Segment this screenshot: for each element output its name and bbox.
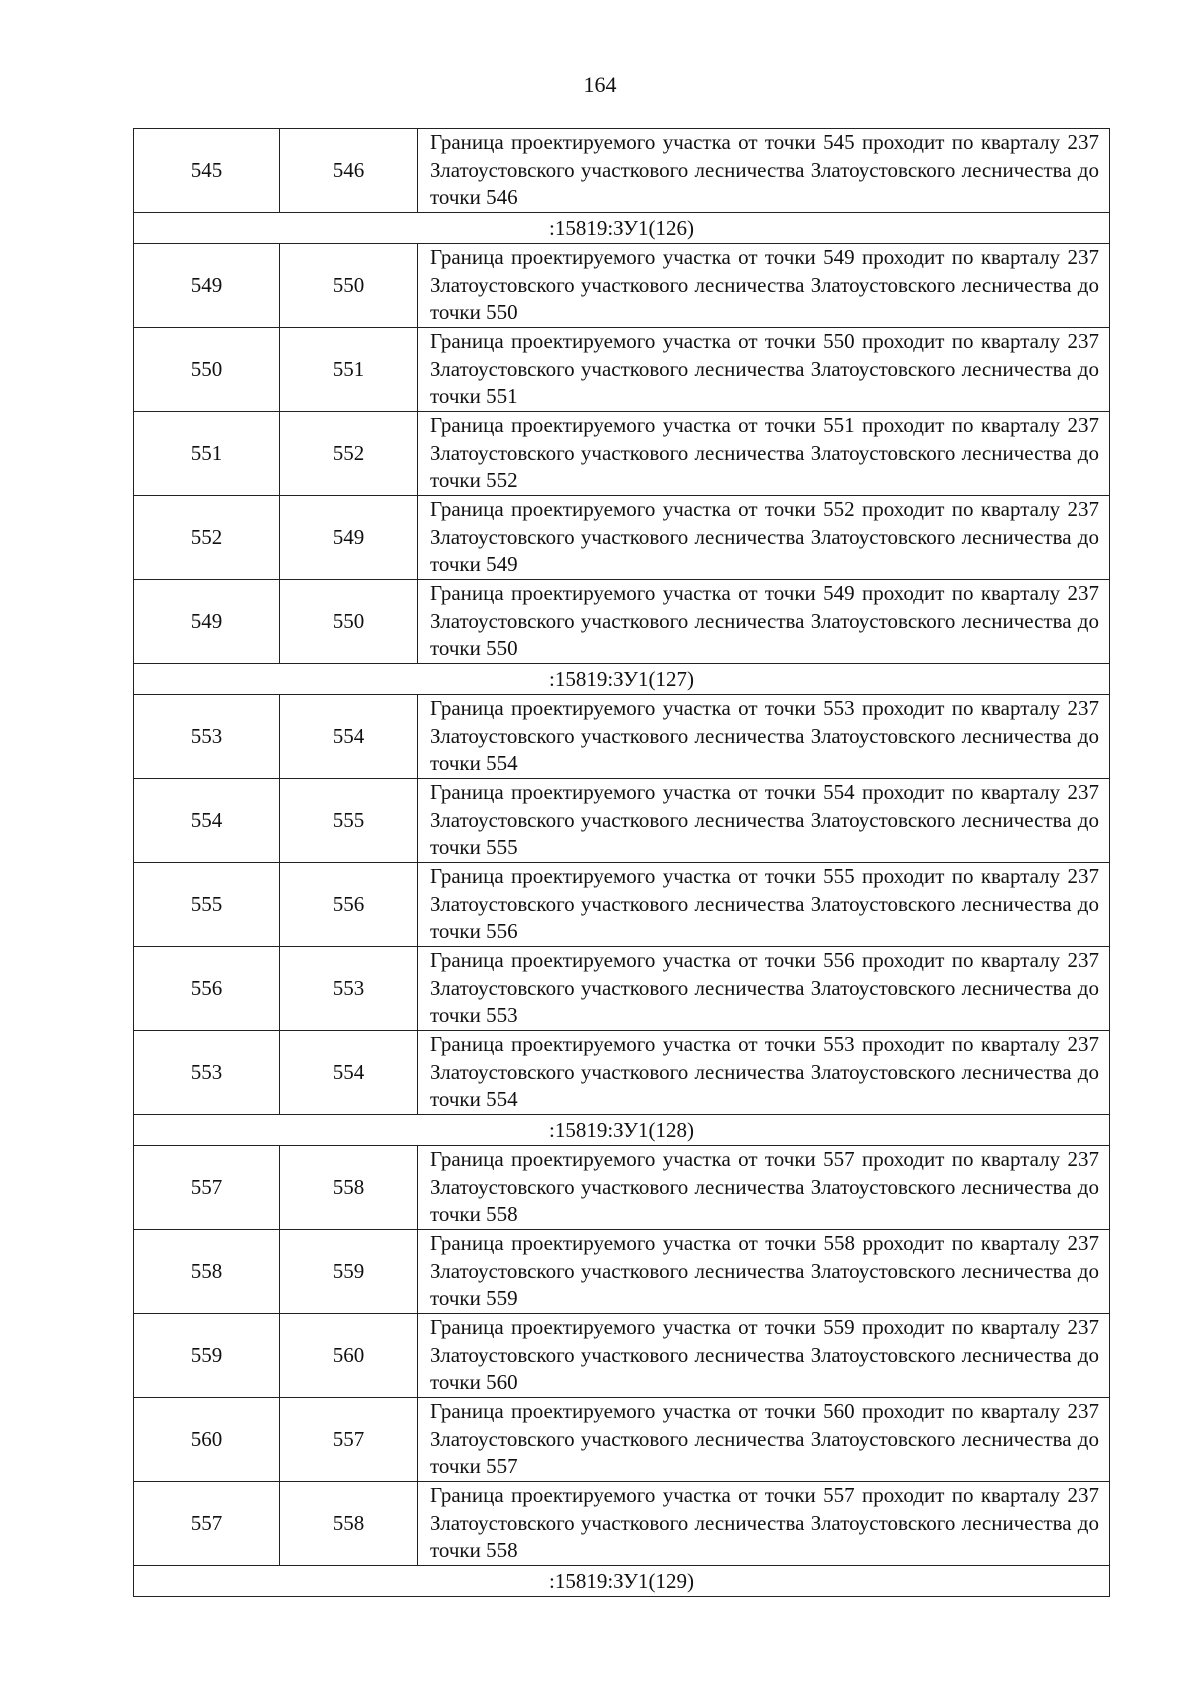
page-number: 164 — [583, 72, 617, 97]
start-point-cell: 560 — [134, 1398, 280, 1482]
end-point-cell: 550 — [280, 244, 418, 328]
start-point-cell: 545 — [134, 129, 280, 213]
description-cell: Граница проектируемого участка от точки 551 проходит по кварталу 237 Златоустовского участкового лесничества Златоустовского лесничества до точки 552 — [418, 412, 1110, 496]
table-row — [134, 580, 1110, 664]
description-cell: Граница проектируемого участка от точки 545 проходит по кварталу 237 Златоустовского участкового лесничества Златоустовского лесничества до точки 546 — [418, 129, 1110, 213]
table-row — [134, 328, 1110, 412]
start-point-cell: 549 — [134, 580, 280, 664]
start-point-cell: 557 — [134, 1146, 280, 1230]
end-point-cell: 559 — [280, 1230, 418, 1314]
end-point-cell: 556 — [280, 863, 418, 947]
table-row — [134, 496, 1110, 580]
table-row — [134, 779, 1110, 863]
end-point-cell: 552 — [280, 412, 418, 496]
description-cell: Граница проектируемого участка от точки 554 проходит по кварталу 237 Златоустовского участкового лесничества Златоустовского лесничества до точки 555 — [418, 779, 1110, 863]
start-point-cell: 551 — [134, 412, 280, 496]
boundary-table — [133, 128, 1110, 1597]
table-row — [134, 412, 1110, 496]
start-point-cell: 554 — [134, 779, 280, 863]
table-row — [134, 695, 1110, 779]
end-point-cell: 554 — [280, 1031, 418, 1115]
parcel-header-row — [134, 1115, 1110, 1146]
start-point-cell: 552 — [134, 496, 280, 580]
table-row — [134, 947, 1110, 1031]
end-point-cell: 558 — [280, 1146, 418, 1230]
parcel-id: :15819:ЗУ1(128) — [134, 1115, 1110, 1146]
table-row — [134, 244, 1110, 328]
description-cell: Граница проектируемого участка от точки 552 проходит по кварталу 237 Златоустовского участкового лесничества Златоустовского лесничества до точки 549 — [418, 496, 1110, 580]
end-point-cell: 549 — [280, 496, 418, 580]
description-cell: Граница проектируемого участка от точки 560 проходит по кварталу 237 Златоустовского участкового лесничества Златоустовского лесничества до точки 557 — [418, 1398, 1110, 1482]
description-cell: Граница проектируемого участка от точки 556 проходит по кварталу 237 Златоустовского участкового лесничества Златоустовского лесничества до точки 553 — [418, 947, 1110, 1031]
parcel-id: :15819:ЗУ1(126) — [134, 213, 1110, 244]
end-point-cell: 558 — [280, 1482, 418, 1566]
description-cell: Граница проектируемого участка от точки 557 проходит по кварталу 237 Златоустовского участкового лесничества Златоустовского лесничества до точки 558 — [418, 1482, 1110, 1566]
parcel-header-row — [134, 213, 1110, 244]
description-cell: Граница проектируемого участка от точки 549 проходит по кварталу 237 Златоустовского участкового лесничества Златоустовского лесничества до точки 550 — [418, 580, 1110, 664]
start-point-cell: 555 — [134, 863, 280, 947]
start-point-cell: 549 — [134, 244, 280, 328]
table-row — [134, 1146, 1110, 1230]
start-point-cell: 556 — [134, 947, 280, 1031]
start-point-cell: 553 — [134, 1031, 280, 1115]
table-row — [134, 129, 1110, 213]
end-point-cell: 550 — [280, 580, 418, 664]
end-point-cell: 546 — [280, 129, 418, 213]
start-point-cell: 557 — [134, 1482, 280, 1566]
end-point-cell: 554 — [280, 695, 418, 779]
table-row — [134, 1230, 1110, 1314]
description-cell: Граница проектируемого участка от точки 555 проходит по кварталу 237 Златоустовского участкового лесничества Златоустовского лесничества до точки 556 — [418, 863, 1110, 947]
description-cell: Граница проектируемого участка от точки 557 проходит по кварталу 237 Златоустовского участкового лесничества Златоустовского лесничества до точки 558 — [418, 1146, 1110, 1230]
description-cell: Граница проектируемого участка от точки 559 проходит по кварталу 237 Златоустовского участкового лесничества Златоустовского лесничества до точки 560 — [418, 1314, 1110, 1398]
description-cell: Граница проектируемого участка от точки 550 проходит по кварталу 237 Златоустовского участкового лесничества Златоустовского лесничества до точки 551 — [418, 328, 1110, 412]
end-point-cell: 553 — [280, 947, 418, 1031]
parcel-header-row — [134, 664, 1110, 695]
parcel-id: :15819:ЗУ1(127) — [134, 664, 1110, 695]
start-point-cell: 550 — [134, 328, 280, 412]
start-point-cell: 559 — [134, 1314, 280, 1398]
parcel-header-row — [134, 1566, 1110, 1597]
table-row — [134, 1482, 1110, 1566]
end-point-cell: 551 — [280, 328, 418, 412]
end-point-cell: 557 — [280, 1398, 418, 1482]
table-row — [134, 1031, 1110, 1115]
table-row — [134, 863, 1110, 947]
description-cell: Граница проектируемого участка от точки 558 рроходит по кварталу 237 Златоустовского участкового лесничества Златоустовского лесничества до точки 559 — [418, 1230, 1110, 1314]
table-row — [134, 1398, 1110, 1482]
parcel-id: :15819:ЗУ1(129) — [134, 1566, 1110, 1597]
table-row — [134, 1314, 1110, 1398]
description-cell: Граница проектируемого участка от точки 553 проходит по кварталу 237 Златоустовского участкового лесничества Златоустовского лесничества до точки 554 — [418, 695, 1110, 779]
start-point-cell: 558 — [134, 1230, 280, 1314]
boundary-table-body — [134, 129, 1110, 1597]
end-point-cell: 560 — [280, 1314, 418, 1398]
description-cell: Граница проектируемого участка от точки 553 проходит по кварталу 237 Златоустовского участкового лесничества Златоустовского лесничества до точки 554 — [418, 1031, 1110, 1115]
start-point-cell: 553 — [134, 695, 280, 779]
description-cell: Граница проектируемого участка от точки 549 проходит по кварталу 237 Златоустовского участкового лесничества Златоустовского лесничества до точки 550 — [418, 244, 1110, 328]
end-point-cell: 555 — [280, 779, 418, 863]
